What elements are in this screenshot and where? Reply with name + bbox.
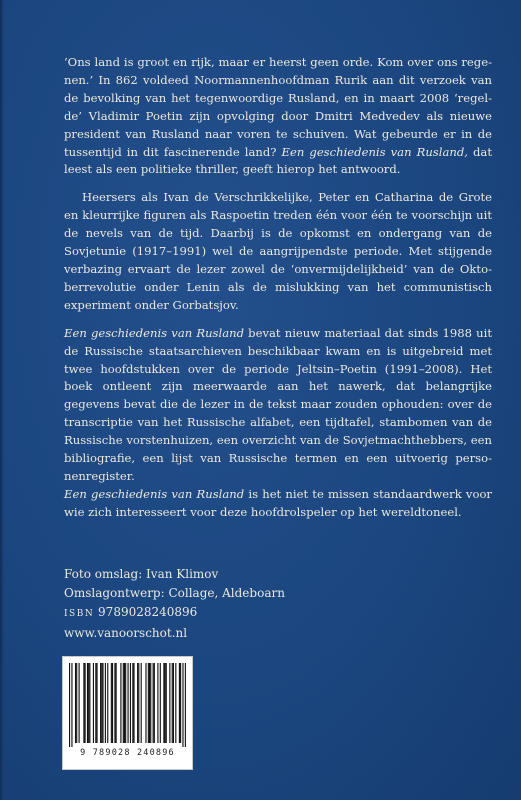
- barcode-bar: [112, 663, 113, 743]
- barcode-bar: [148, 663, 149, 743]
- barcode-bar: [89, 663, 90, 743]
- barcode-bar: [133, 663, 134, 743]
- isbn-value: 9789028240896: [98, 605, 198, 619]
- barcode-bar: [125, 663, 126, 743]
- barcode-bar: [95, 663, 96, 743]
- barcode-bar: [93, 663, 94, 743]
- barcode-digits: 9 789028 240896: [80, 748, 175, 758]
- barcode-bar: [105, 663, 106, 743]
- barcode-bar: [172, 663, 173, 743]
- barcode-bar: [124, 663, 125, 743]
- barcode-bar: [160, 663, 161, 743]
- cover-design-credit: Omslagontwerp: Collage, Aldeboarn: [64, 586, 285, 600]
- barcode-bar: [138, 663, 139, 743]
- barcode-bar: [130, 663, 131, 743]
- barcode-bar: [165, 663, 166, 743]
- book-title-italic: Een geschiedenis van Rusland,: [281, 144, 468, 159]
- barcode-bar: [163, 663, 164, 743]
- barcode-bar: [75, 663, 76, 743]
- barcode-bar: [149, 663, 150, 743]
- isbn-label: ISBN: [64, 609, 95, 619]
- barcode-bar: [102, 663, 103, 743]
- barcode-bar: [101, 663, 102, 743]
- barcode-bar: [128, 663, 129, 743]
- isbn-line: [64, 603, 464, 624]
- barcode-bar: [150, 663, 151, 743]
- blurb-p3-text: bevat nieuw materiaal dat sinds 1988 uit de Russische staatsarchieven beschikbaar kwam en is uitgebreid met twee hoofdstukken over de periode Jeltsin–Poetin (1991–2008). Het boek ontleent zijn meerwaarde aan het nawerk, dat belangrijke gegevens bevat die de lezer in de tekst maar zouden ophouden: over de transcriptie van het Russische alfabet, een tijdtafel, stambomen van de Russische vorstenhuizen, een overzicht van de Sovjetmachthebbers, een bibliografie, een lijst van Russische termen en een uitvoerig perso-nenregister.: [64, 325, 492, 483]
- barcode-bar: [169, 663, 170, 743]
- blurb-p1-end: dat leest als een politieke thriller, geeft hierop het antwoord.: [64, 144, 493, 177]
- barcode-bar: [182, 663, 183, 747]
- barcode-bar: [179, 663, 180, 743]
- credits-block: [64, 565, 464, 643]
- barcode-bar: [153, 663, 154, 743]
- barcode-bar: [69, 663, 70, 747]
- blurb-p4-text: is het niet te missen standaardwerk voor wie zich interesseert voor deze hoofdrolspeler op het wereldtoneel.: [64, 486, 492, 519]
- barcode-bar: [137, 663, 138, 743]
- barcode-bar: [76, 663, 77, 743]
- barcode-bar: [83, 663, 84, 743]
- barcode-bar: [157, 663, 158, 743]
- publisher-website: www.vanoorschot.nl: [64, 626, 188, 640]
- blurb-text: [64, 54, 492, 522]
- barcode-bar: [100, 663, 101, 743]
- barcode-bar: [88, 663, 89, 743]
- barcode-bar: [107, 663, 108, 743]
- barcode-bar: [175, 663, 176, 743]
- book-title-italic: Een geschiedenis van Rusland: [64, 486, 245, 501]
- cover-photo-credit: Foto omslag: Ivan Klimov: [64, 567, 219, 581]
- barcode: [62, 656, 193, 770]
- barcode-bars: [69, 663, 186, 747]
- barcode-bar: [173, 663, 174, 743]
- barcode-bar: [141, 663, 142, 743]
- barcode-bar: [111, 663, 112, 743]
- barcode-bar: [120, 663, 121, 743]
- barcode-bar: [185, 663, 186, 747]
- blurb-paragraph-1: [64, 54, 492, 179]
- barcode-bar: [79, 663, 80, 743]
- barcode-bar: [132, 663, 133, 743]
- blurb-paragraph-3: [64, 325, 492, 486]
- barcode-bar: [154, 663, 155, 743]
- blurb-p1-text: ‘Ons land is groot en rijk, maar er heerst geen orde. Kom over ons rege-nen.’ In 862 voldeed Noormannenhoofdman Rurik aan dit verzoek van de bevolking van het tegenwoordige Rusland, en in maart 2008 ‘regel-de’ Vladimir Poetin zijn opvolging door Dmitri Medvedev als nieuwe president van Rusland naar voren te schuiven. Wat gebeurde er in de tussentijd in dit fascinerende land?: [64, 55, 492, 159]
- barcode-bar: [114, 663, 115, 743]
- barcode-bar: [96, 663, 97, 743]
- barcode-bar: [116, 663, 117, 743]
- barcode-bar: [145, 663, 146, 743]
- barcode-bar: [123, 663, 124, 743]
- barcode-bar: [71, 663, 72, 747]
- book-title-italic: Een geschiedenis van Rusland: [64, 325, 245, 340]
- blurb-paragraph-4: [64, 486, 492, 522]
- barcode-bar: [166, 663, 167, 743]
- barcode-bar: [180, 663, 181, 743]
- barcode-bar: [85, 663, 86, 743]
- blurb-paragraph-2: Heersers als Ivan de Verschrikkelijke, Peter en Catharina de Grote en kleurrijke figuren als Raspoetin treden één voor één te voorschijn uit de nevels van de tijd. Daarbij is de opkomst en ondergang van de Sovjetunie (1917–1991) wel de aangrijpendste periode. Met stijgende verbazing ervaart de lezer zowel de ‘onvermijdelijkheid’ van de Okto-berrevolutie onder Lenin als de mislukking van het communistisch experiment onder Gorbatsjov.: [64, 190, 492, 312]
- barcode-bar: [87, 663, 88, 743]
